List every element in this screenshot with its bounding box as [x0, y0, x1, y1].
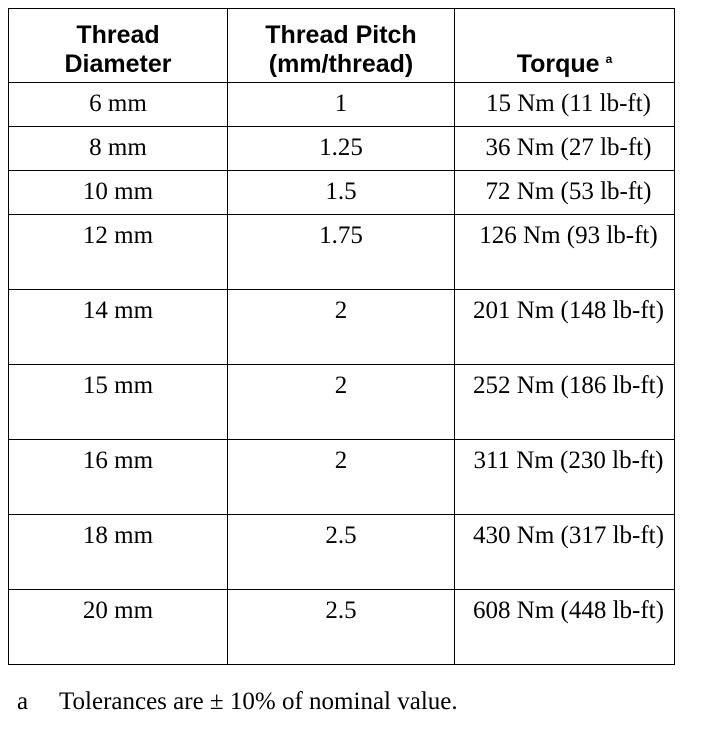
table-row [9, 440, 675, 515]
cell-thread-diameter: 14 mm [9, 290, 228, 365]
cell-torque: 126 Nm (93 lb-ft) [455, 215, 675, 290]
cell-thread-pitch: 2 [228, 365, 455, 440]
cell-torque: 311 Nm (230 lb-ft) [455, 440, 675, 515]
cell-thread-diameter: 16 mm [9, 440, 228, 515]
cell-torque: 36 Nm (27 lb-ft) [455, 127, 675, 171]
cell-thread-pitch: 2 [228, 290, 455, 365]
cell-thread-diameter: 12 mm [9, 215, 228, 290]
header-thread-pitch-line2: (mm/thread) [268, 50, 414, 78]
table-row [9, 590, 675, 665]
cell-torque: 608 Nm (448 lb-ft) [455, 590, 675, 665]
header-torque [455, 9, 675, 83]
torque-spec-table [8, 8, 675, 665]
cell-thread-diameter: 8 mm [9, 127, 228, 171]
cell-thread-pitch: 1.75 [228, 215, 455, 290]
table-row [9, 127, 675, 171]
footnote-text: Tolerances are ± 10% of nominal value. [59, 688, 458, 715]
header-thread-diameter [9, 9, 228, 83]
cell-torque: 252 Nm (186 lb-ft) [455, 365, 675, 440]
table-row [9, 290, 675, 365]
cell-thread-diameter: 18 mm [9, 515, 228, 590]
header-thread-diameter-line1: Thread [76, 21, 160, 49]
cell-thread-pitch: 1 [228, 83, 455, 127]
cell-thread-diameter: 20 mm [9, 590, 228, 665]
table-row [9, 515, 675, 590]
header-torque-label: Torque [516, 50, 600, 78]
cell-thread-diameter: 6 mm [9, 83, 228, 127]
table-row [9, 171, 675, 215]
footnote-mark: a [17, 688, 29, 715]
table-row [9, 215, 675, 290]
cell-thread-diameter: 15 mm [9, 365, 228, 440]
table-header-row [9, 9, 675, 83]
cell-thread-pitch: 1.25 [228, 127, 455, 171]
header-thread-diameter-line2: Diameter [64, 50, 172, 78]
cell-thread-pitch: 2.5 [228, 515, 455, 590]
cell-torque: 201 Nm (148 lb-ft) [455, 290, 675, 365]
cell-thread-pitch: 1.5 [228, 171, 455, 215]
header-thread-pitch-line1: Thread Pitch [265, 21, 417, 49]
table-row [9, 365, 675, 440]
cell-thread-pitch: 2 [228, 440, 455, 515]
footnote-reference-mark: a [605, 52, 613, 66]
cell-torque: 430 Nm (317 lb-ft) [455, 515, 675, 590]
cell-thread-diameter: 10 mm [9, 171, 228, 215]
cell-thread-pitch: 2.5 [228, 590, 455, 665]
table-footnote [17, 687, 458, 717]
cell-torque: 15 Nm (11 lb-ft) [455, 83, 675, 127]
table-row [9, 83, 675, 127]
header-thread-pitch [228, 9, 455, 83]
cell-torque: 72 Nm (53 lb-ft) [455, 171, 675, 215]
